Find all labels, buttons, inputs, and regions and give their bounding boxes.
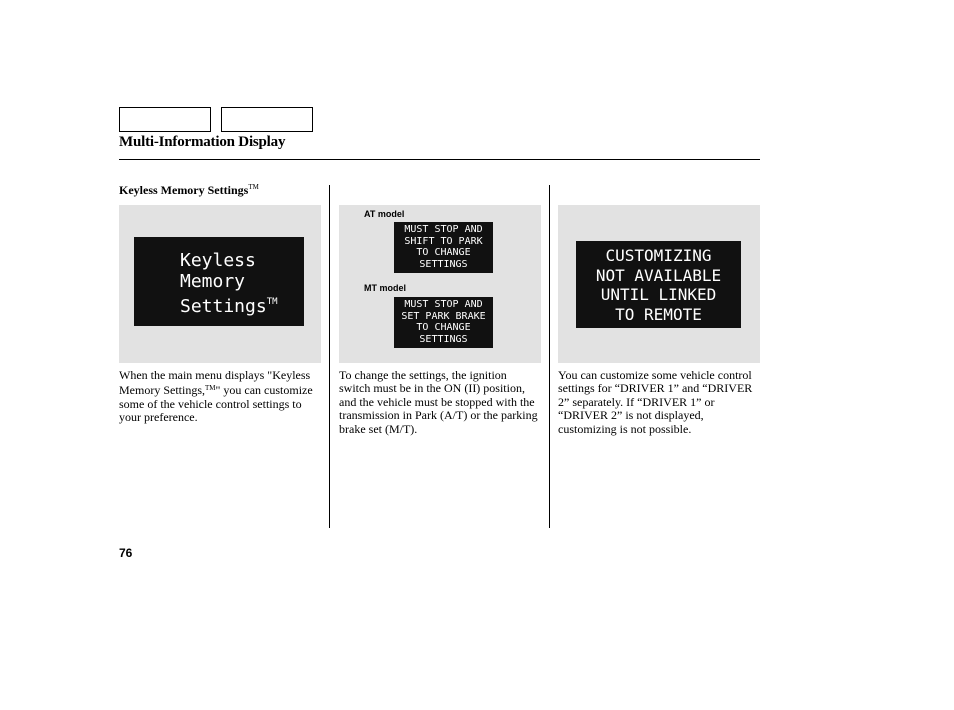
screen-line: SET PARK BRAKE bbox=[401, 310, 486, 322]
body-text-part: " you can customize some of the vehicle control settings to your preference. bbox=[119, 383, 313, 425]
screen-line: MUST STOP AND bbox=[404, 224, 483, 235]
header-tab-box-1 bbox=[119, 107, 211, 132]
display-screen-at-model bbox=[394, 222, 493, 273]
trademark-mark: TM bbox=[248, 183, 259, 191]
title-divider bbox=[119, 159, 760, 160]
body-text-customizing: You can customize some vehicle control settings for “DRIVER 1” and “DRIVER 2” separately. If “DRIVER 1” or “DRIVER 2” is not displayed, customizing is not possible. bbox=[558, 368, 753, 436]
display-screen-customizing bbox=[576, 241, 741, 328]
screen-trademark: TM bbox=[266, 297, 278, 307]
body-trademark: TM bbox=[205, 384, 216, 393]
screen-line: SHIFT TO PARK bbox=[404, 235, 483, 247]
body-text-part: When the main menu displays "Keyless Memory Settings, bbox=[119, 368, 311, 398]
screen-line-text: Settings bbox=[180, 296, 267, 317]
screen-line: TO REMOTE bbox=[615, 304, 702, 324]
screen-line: TO CHANGE bbox=[416, 322, 471, 334]
mt-model-label: MT model bbox=[364, 283, 406, 293]
header-tab-box-2 bbox=[221, 107, 313, 132]
at-model-label: AT model bbox=[364, 209, 405, 219]
display-screen-mt-model bbox=[394, 297, 493, 348]
screen-line: Memory bbox=[180, 271, 246, 292]
page-number: 76 bbox=[119, 546, 133, 560]
screen-line: TO CHANGE bbox=[416, 247, 471, 259]
screen-line bbox=[180, 292, 304, 317]
screen-line: NOT AVAILABLE bbox=[595, 265, 722, 285]
page-title: Multi-Information Display bbox=[119, 134, 286, 150]
column-divider-1 bbox=[329, 185, 330, 528]
section-heading bbox=[119, 183, 259, 198]
screen-line: Keyless bbox=[180, 250, 256, 271]
screen-line: SETTINGS bbox=[419, 334, 468, 346]
screen-line: UNTIL LINKED bbox=[600, 285, 717, 304]
section-heading-text: Keyless Memory Settings bbox=[119, 183, 249, 197]
body-text-change-settings: To change the settings, the ignition switch must be in the ON (II) position, and the vehicle must be stopped with the transmission in Park (A/T) or the parking brake set (M/T). bbox=[339, 368, 538, 436]
screen-line: MUST STOP AND bbox=[404, 299, 483, 310]
display-screen-keyless-memory bbox=[134, 237, 304, 326]
screen-line: CUSTOMIZING bbox=[605, 246, 712, 265]
screen-line: SETTINGS bbox=[419, 259, 468, 271]
column-divider-2 bbox=[549, 185, 550, 528]
body-text-keyless bbox=[119, 369, 319, 425]
